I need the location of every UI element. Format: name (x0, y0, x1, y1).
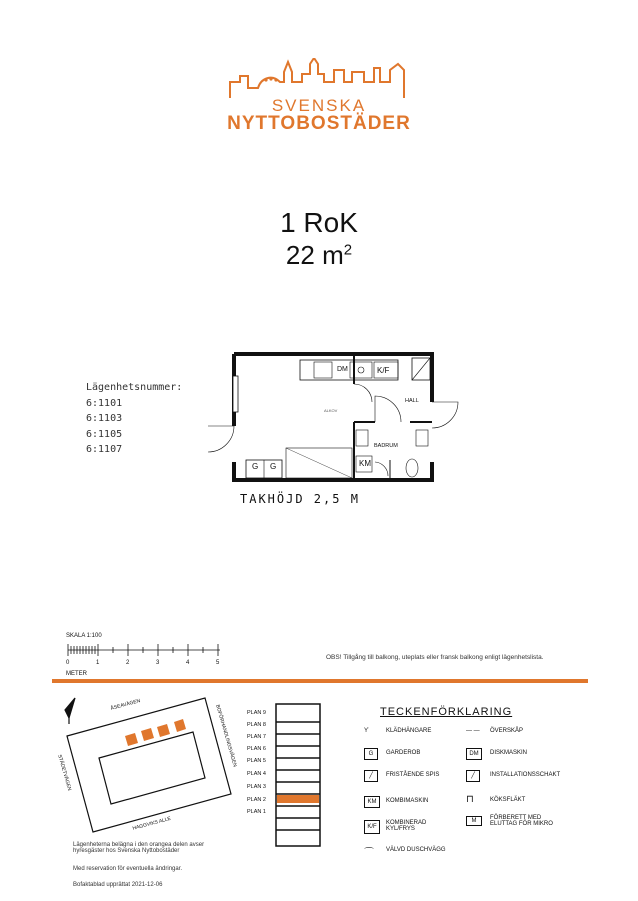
area-unit-sup: 2 (343, 241, 353, 259)
brand-line-1: SVENSKA (271, 96, 367, 115)
label-wardrobe: G (252, 462, 259, 471)
scale-tick: 4 (186, 660, 190, 666)
curved-shower-icon: ⌒ (364, 848, 374, 859)
scale-tick: 3 (156, 660, 160, 666)
footnote: Lägenheterna belägna i den orangea delen avser hyresgäster hos Svenska Nyttobostäder (73, 842, 205, 854)
legend-label: ÖVERSKÅP (490, 728, 524, 734)
shaft-icon: ╱ (466, 770, 480, 782)
label-bath: BADRUM (374, 443, 398, 449)
legend-label: KLÄDHÄNGARE (386, 728, 432, 734)
label-hall: HALL (405, 398, 419, 404)
unit-heading: Lägenhetsnummer: (86, 382, 183, 393)
floor-label: PLAN 6 (247, 746, 266, 752)
floor-label: PLAN 8 (247, 722, 266, 728)
legend-label: KOMBINERAD KYL/FRYS (386, 820, 427, 832)
legend-title: TECKENFÖRKLARING (380, 706, 513, 718)
street-label: STÄDETVÄGEN (56, 754, 73, 792)
label-alcove: ALKOV (324, 408, 338, 413)
combi-machine-icon: KM (364, 796, 380, 808)
legend-label: KOMBIMASKIN (386, 798, 429, 804)
scale-tick: 0 (66, 660, 70, 666)
floor-label: PLAN 2 (247, 797, 266, 803)
legend-label: INSTALLATIONSSCHAKT (490, 772, 561, 778)
hanger-icon: ϒ (364, 728, 369, 734)
floor-label: PLAN 5 (247, 758, 266, 764)
room-count-title: 1 RoK (280, 207, 358, 238)
legend-label: DISKMASKIN (490, 750, 528, 756)
scale-unit: METER (66, 671, 87, 677)
floor-plan (200, 350, 470, 486)
label-wardrobe: G (270, 462, 277, 471)
footnote: Bofaktablad upprättat 2021-12-06 (73, 882, 163, 888)
area-title (0, 240, 638, 271)
floor-label: PLAN 4 (247, 771, 266, 777)
floor-diagram (272, 700, 324, 850)
scale-tick: 5 (216, 660, 220, 666)
wall-cabinet-icon: — — (466, 728, 480, 734)
street-label: BOFÖRHANDLINGSVÄGEN (214, 704, 238, 768)
label-km: KM (359, 459, 371, 468)
dishwasher-icon: DM (466, 748, 482, 760)
unit-number: 6:1103 (86, 413, 123, 424)
unit-number: 6:1107 (86, 444, 123, 455)
floor-label: PLAN 7 (247, 734, 266, 740)
unit-number-list (86, 380, 182, 458)
scale-label: SKALA 1:100 (66, 633, 102, 639)
legend-label: KÖKSFLÄKT (490, 797, 526, 803)
street-label: HAGGVIKS ALLE (132, 815, 172, 832)
scale-tick: 1 (96, 660, 100, 666)
obs-note: OBS! Tillgång till balkong, uteplats eller fransk balkong enligt lägenhetslista. (326, 654, 544, 661)
microwave-outlet-icon: M (466, 816, 482, 826)
fridge-freezer-icon: K/F (364, 820, 380, 834)
unit-number: 6:1105 (86, 428, 123, 440)
wardrobe-icon: G (364, 748, 378, 760)
footnote: Med reservation för eventuella ändringar. (73, 866, 183, 872)
label-dm: DM (337, 366, 348, 373)
brand-line-2: NYTTOBOSTÄDER (227, 113, 411, 134)
floor-label: PLAN 3 (247, 784, 266, 790)
ceiling-height: TAKHÖJD 2,5 M (240, 492, 360, 506)
hood-icon: ⊓ (466, 794, 474, 805)
scale-bar (66, 640, 226, 662)
legend-label: VÄLVD DUSCHVÄGG (386, 847, 446, 853)
legend-label: FÖRBERETT MED ELUTTAG FÖR MIKRO (490, 815, 553, 827)
floor-label: PLAN 1 (247, 809, 266, 815)
stove-icon: ╱ (364, 770, 378, 782)
area-value: 22 m (285, 240, 344, 270)
legend-label: FRISTÅENDE SPIS (386, 772, 440, 778)
street-label: ÅSEAVÄGEN (110, 698, 141, 712)
scale-tick: 2 (126, 660, 130, 666)
orange-divider (52, 679, 588, 683)
unit-number: 6:1101 (86, 397, 123, 409)
skyline-logo-icon (228, 58, 410, 100)
legend-label: GARDEROB (386, 750, 421, 756)
floor-label: PLAN 9 (247, 710, 266, 716)
label-kf: K/F (377, 366, 390, 375)
